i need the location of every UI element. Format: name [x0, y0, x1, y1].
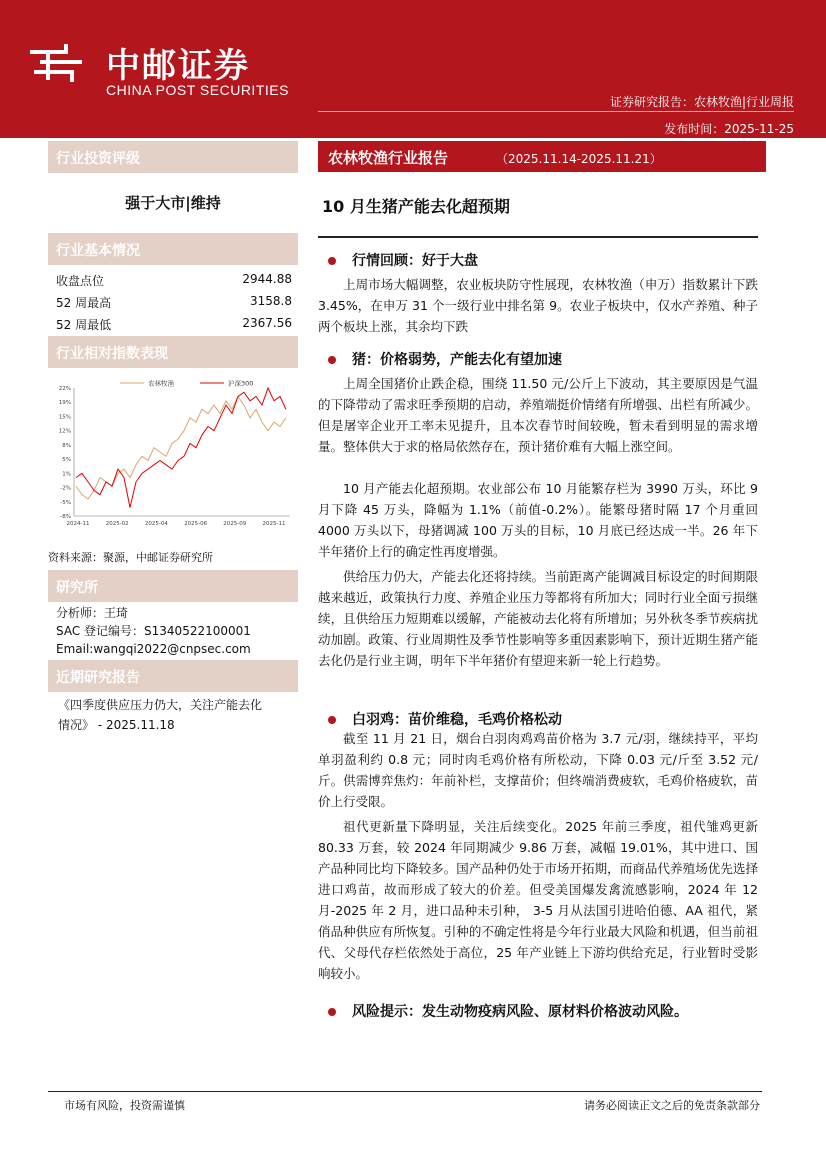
paragraph: 上周全国猪价止跌企稳，围绕 11.50 元/公斤上下波动，其主要原因是气温的下降带动了需求旺季预期的启动，养殖端挺价情绪有所增强、出栏有所减少。但是屠宰企业开工率未见提升，且本次春节时间较晚，暂未看到明显的需求增量。整体供大于求的格局依然存在，预计猪价难有大幅上涨空间。 [318, 376, 758, 454]
logo-chinese: 中邮证券 [106, 46, 250, 86]
y-tick-label: -5% [60, 499, 71, 506]
rating-value: 强于大市|维持 [125, 194, 221, 212]
bullet-icon [328, 257, 336, 265]
section-heading-risk: 风险提示：发生动物疫病风险、原材料价格波动风险。 [328, 1001, 688, 1021]
report-headline: 10 月生猪产能去化超预期 [322, 197, 510, 216]
paragraph: 供给压力仍大，产能去化还将持续。当前距离产能调减目标设定的时间期限越来越近，政策执行力度、养殖企业压力等都将有所加大；同时行业全面亏损继续，且供给压力短期难以缓解，产能被动去化将有所增加；另外秋冬季节疾病扰动加剧。政策、行业周期性及季节性影响等多重因素影响下，预计近期生猪产能去化仍是行业主调，明年下半年猪价有望迎来新一轮上行趋势。 [318, 569, 758, 668]
paragraph: 祖代更新量下降明显，关注后续变化。2025 年前三季度，祖代雏鸡更新 80.33 万套，较 2024 年同期减少 9.86 万套，减幅 19.01%，其中进口、国产品种同比均下降较多。国产品种仍处于市场开拓期，而商品代养殖场优先选择进口鸡苗，故而形成了较大的价差。但受美国爆发禽流感影响，2024 年 12 月-2025 年 2 月，进口品种未引种， 3-5 月从法国引进哈伯德、AA 祖代，紧俏品种供应有所恢复。引种的不确定性将是今年行业最大风险和机遇，但当前祖代、父母代存栏依然处于高位，25 年产业链上下游均供给充足，行业暂时受影响较小。 [318, 819, 758, 981]
x-tick-label: 2024-11 [66, 521, 90, 527]
header-divider [318, 111, 794, 112]
basics-value: 2944.88 [242, 272, 292, 286]
analyst-name: 分析师：王琦 [56, 606, 129, 620]
y-tick-label: 5% [62, 457, 71, 464]
recent-heading-bar [48, 660, 298, 692]
relative-index-chart [50, 374, 298, 542]
y-tick-label: 22% [58, 386, 71, 392]
perf-heading: 行业相对指数表现 [56, 346, 168, 362]
x-tick-label: 2025-02 [105, 521, 129, 527]
analyst-email[interactable]: Email:wangqi2022@cnpsec.com [56, 642, 251, 656]
bullet-icon [328, 356, 336, 364]
y-tick-label: -8% [60, 514, 71, 520]
header-banner [0, 0, 826, 138]
basics-heading-bar [48, 233, 298, 265]
x-tick-label: 2025-09 [223, 521, 247, 527]
bullet-icon [328, 716, 336, 724]
x-tick-label: 2025-11 [262, 521, 286, 527]
basics-row-high [56, 294, 292, 311]
chart-source: 资料来源：聚源，中邮证券研究所 [48, 551, 213, 564]
section-heading-hog: 猪：价格弱势，产能去化有望加速 [328, 349, 562, 369]
y-tick-label: -2% [60, 485, 71, 492]
china-post-logo-icon [26, 40, 88, 86]
paragraph: 上周市场大幅调整，农业板块防守性展现，农林牧渔（申万）指数累计下跌 3.45%，在申万 31 个一级行业中排名第 9。农业子板块中，仅水产养殖、种子两个板块上涨，其余均下跌 [318, 277, 758, 334]
recent-report-line2: 情况》 - 2025.11.18 [58, 718, 175, 732]
footer-rule [48, 1091, 762, 1092]
basics-label: 52 周最低 [56, 318, 112, 332]
logo-english: CHINA POST SECURITIES [106, 82, 289, 98]
recent-heading: 近期研究报告 [56, 670, 140, 686]
basics-row-low [56, 316, 292, 333]
report-period: （2025.11.14-2025.11.21） [496, 152, 662, 166]
basics-label: 52 周最高 [56, 296, 112, 310]
section-heading-market: 行情回顾：好于大盘 [328, 250, 478, 270]
paragraph: 截至 11 月 21 日，烟台白羽肉鸡鸡苗价格为 3.7 元/羽，继续持平，平均单羽盈利约 0.8 元；同时肉毛鸡价格有所松动，下降 0.03 元/斤至 3.52 元/斤。供需博弈焦灼：年前补栏，支撑苗价；但终端消费疲软，毛鸡价格疲软，苗价上行受限。 [318, 731, 758, 809]
publish-date: 发布时间：2025-11-25 [664, 122, 794, 136]
headline-rule [318, 236, 758, 238]
x-tick-label: 2025-06 [184, 521, 208, 527]
recent-report-link[interactable] [58, 697, 262, 733]
rating-heading: 行业投资评级 [56, 151, 140, 167]
rating-heading-bar [48, 141, 298, 173]
y-tick-label: 19% [58, 400, 71, 407]
basics-label: 收盘点位 [56, 274, 105, 288]
footer-disclaimer-right: 请务必阅读正文之后的免责条款部分 [584, 1099, 760, 1112]
y-tick-label: 1% [62, 471, 71, 478]
y-tick-label: 12% [58, 428, 71, 435]
x-tick-label: 2025-04 [144, 521, 168, 527]
report-title: 农林牧渔行业报告 [328, 149, 449, 167]
y-tick-label: 15% [58, 414, 71, 421]
breadcrumb: 证券研究报告：农林牧渔|行业周报 [609, 95, 794, 109]
research-heading: 研究所 [56, 580, 98, 596]
bullet-icon [328, 1008, 336, 1016]
report-title-bar [318, 141, 766, 172]
perf-heading-bar [48, 336, 298, 368]
section-heading-broiler: 白羽鸡：苗价维稳，毛鸡价格松动 [328, 709, 562, 729]
y-tick-label: 8% [62, 442, 71, 449]
paragraph: 10 月产能去化超预期。农业部公布 10 月能繁存栏为 3990 万头，环比 9 月下降 45 万头，降幅为 1.1%（前值-0.2%）。能繁母猪时隔 17 个月重回 4000 万头以下，母猪调减 100 万头的目标，10 月底已经达成一半。26 年下半年猪价上行的确定性再度增强。 [318, 481, 758, 559]
recent-report-line1: 《四季度供应压力仍大，关注产能去化 [58, 698, 263, 712]
legend-label: 沪深300 [228, 379, 254, 388]
basics-value: 3158.8 [250, 294, 292, 308]
sac-number: SAC 登记编号：S1340522100001 [56, 624, 251, 638]
legend-label: 农林牧渔 [148, 379, 174, 388]
series-line [76, 388, 286, 508]
basics-heading: 行业基本情况 [56, 243, 140, 259]
basics-row-close [56, 272, 292, 289]
research-heading-bar [48, 570, 298, 602]
basics-value: 2367.56 [242, 316, 292, 330]
footer-disclaimer-left: 市场有风险，投资需谨慎 [64, 1099, 185, 1112]
